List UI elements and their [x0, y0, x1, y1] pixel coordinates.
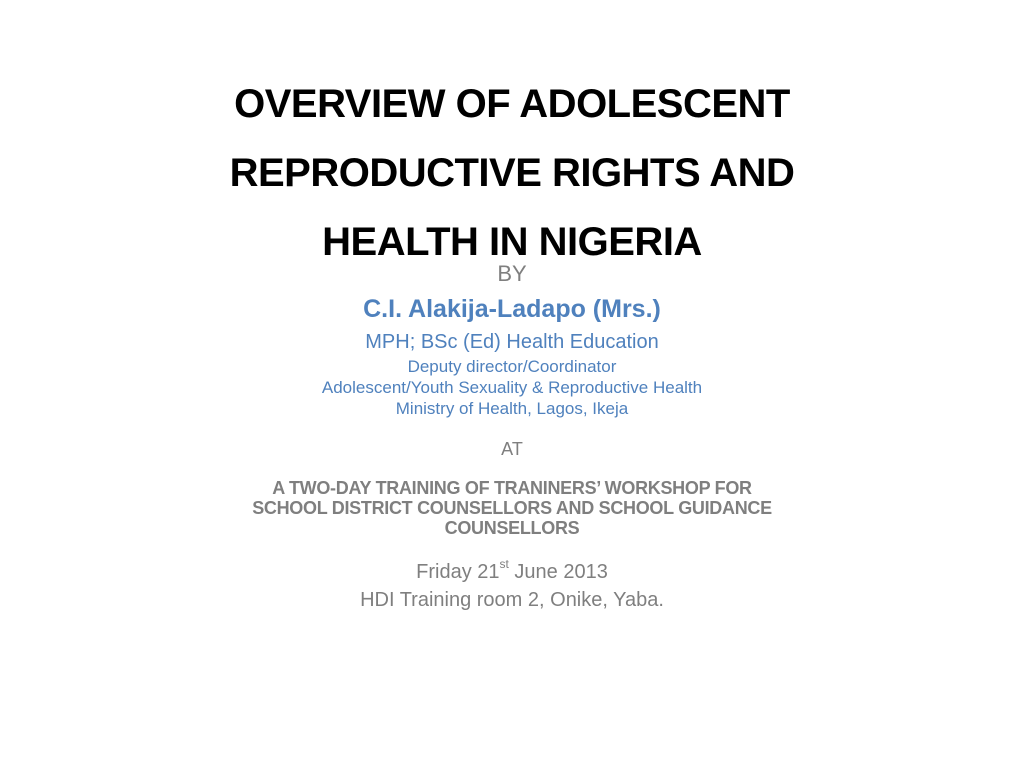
event-date [100, 558, 924, 586]
by-label: BY [497, 261, 527, 286]
workshop-line-1: A TWO-DAY TRAINING OF TRANINERS’ WORKSHOP FOR [272, 478, 752, 498]
title-line-3: HEALTH IN NIGERIA [322, 220, 702, 264]
author-ministry: Ministry of Health, Lagos, Ikeja [395, 399, 629, 418]
slide-subtitle [100, 258, 924, 614]
workshop-line-3: COUNSELLORS [444, 518, 580, 538]
author-name: C.I. Alakija-Ladapo (Mrs.) [363, 295, 661, 323]
date-prefix: Friday 21 [416, 561, 500, 583]
slide-title [80, 70, 944, 277]
workshop-line-2: SCHOOL DISTRICT COUNSELLORS AND SCHOOL GUIDANCE [252, 498, 772, 518]
title-line-1: OVERVIEW OF ADOLESCENT [234, 82, 790, 126]
date-suffix: June 2013 [508, 561, 608, 583]
event-venue: HDI Training room 2, Onike, Yaba. [360, 589, 664, 611]
author-degree: MPH; BSc (Ed) Health Education [365, 331, 659, 353]
at-label: AT [501, 439, 523, 459]
author-position: Deputy director/Coordinator [407, 357, 617, 376]
author-unit: Adolescent/Youth Sexuality & Reproductive Health [321, 378, 703, 397]
date-ordinal: st [499, 557, 509, 572]
workshop-title [100, 478, 924, 538]
title-line-2: REPRODUCTIVE RIGHTS AND [229, 151, 795, 195]
